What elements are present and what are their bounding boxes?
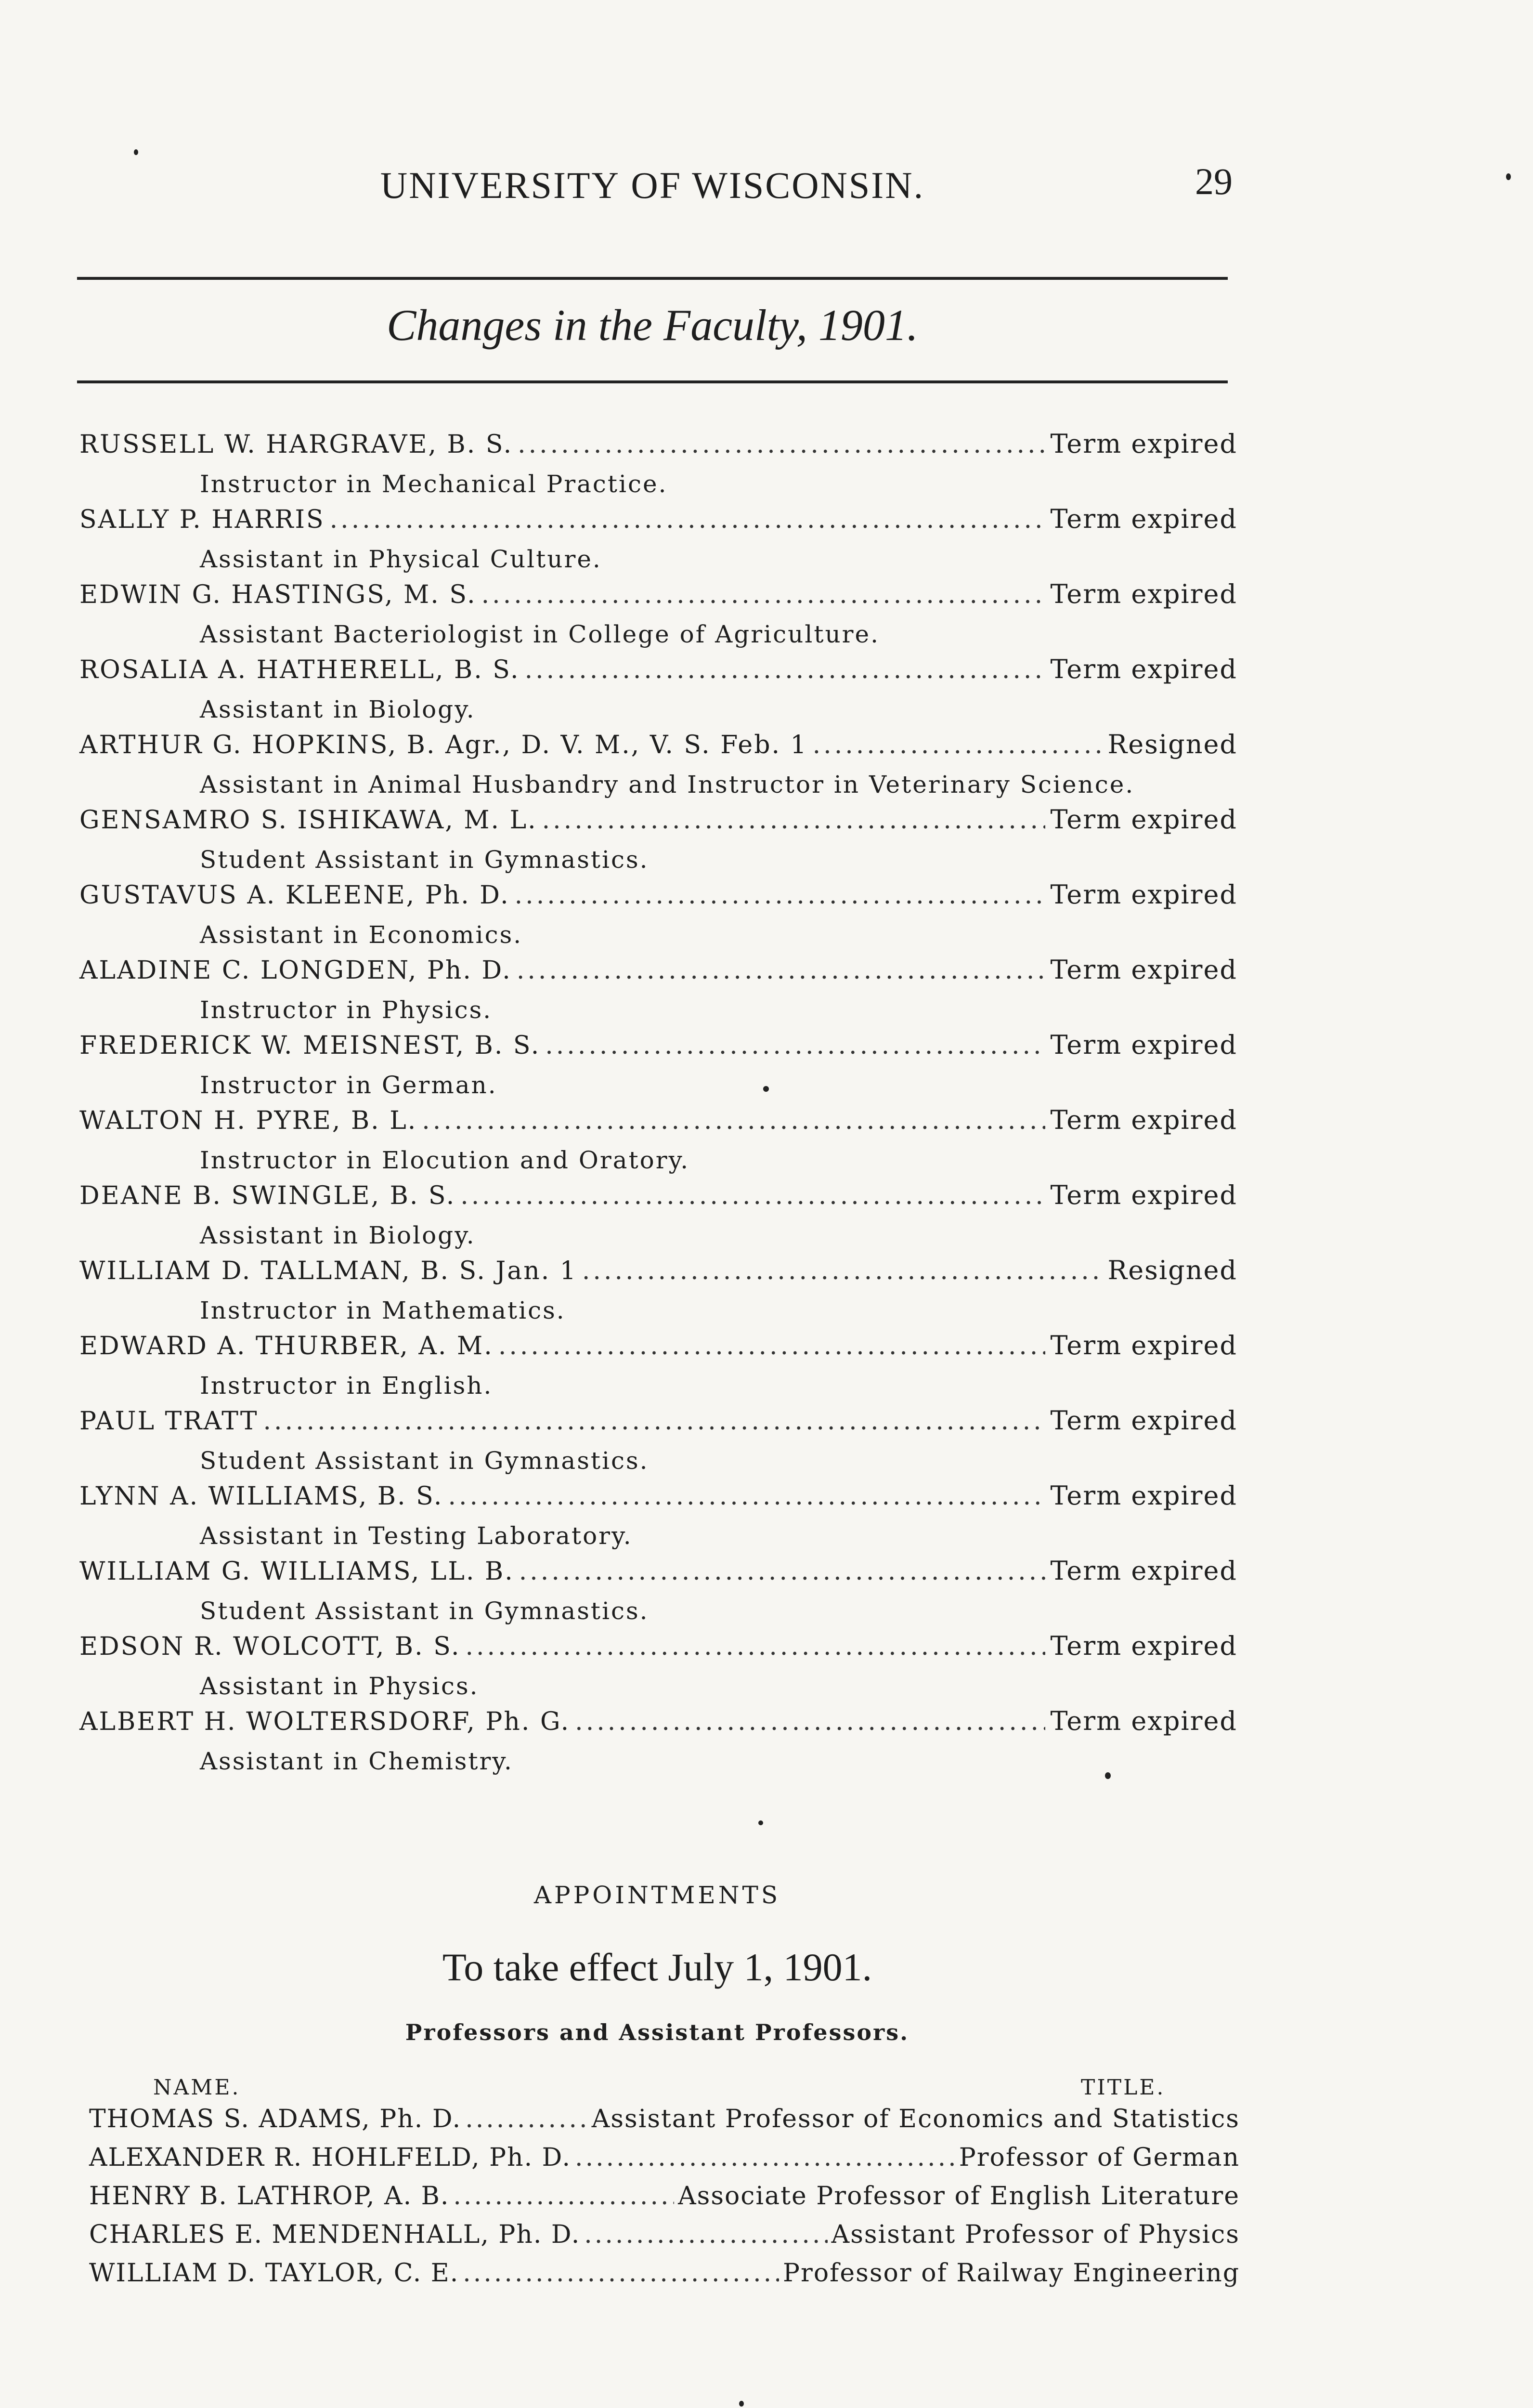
faculty-position: Assistant in Biology. [200,695,476,723]
change-status: Term expired [1050,879,1237,910]
table-row [89,2105,1240,2143]
list-item [79,1180,1237,1255]
column-header-name: NAME. [153,2075,241,2100]
list-item [79,879,1237,955]
faculty-position: Assistant Bacteriologist in College of Agriculture. [200,620,880,648]
appointee-title: Professor of Railway Engineering [782,2259,1240,2288]
list-item [79,654,1237,729]
faculty-name: RUSSELL W. HARGRAVE, B. S. [79,430,513,459]
change-status: Term expired [1050,1631,1237,1661]
faculty-changes-list [79,429,1237,1781]
change-status: Term expired [1050,1105,1237,1135]
change-status: Term expired [1050,1405,1237,1436]
change-status: Term expired [1050,955,1237,985]
change-status: Term expired [1050,654,1237,684]
faculty-name: EDSON R. WOLCOTT, B. S. [79,1632,461,1661]
faculty-name: WILLIAM G. WILLIAMS, LL. B. [79,1557,514,1586]
list-item [79,1255,1237,1330]
dot-leader [465,2105,588,2133]
appointee-title: Professor of German [959,2143,1240,2172]
faculty-position: Assistant in Physics. [200,1672,479,1700]
dot-leader [422,1106,1045,1135]
faculty-position: Instructor in Physics. [200,996,493,1024]
faculty-name: ALADINE C. LONGDEN, Ph. D. [79,956,512,985]
change-status: Term expired [1050,1706,1237,1736]
list-item [79,429,1237,504]
faculty-name: GENSAMRO S. ISHIKAWA, M. L. [79,806,537,835]
faculty-position: Assistant in Chemistry. [200,1747,513,1775]
change-status: Term expired [1050,504,1237,534]
bottom-rule [77,380,1228,383]
appointments-list [89,2105,1240,2297]
print-speck [134,149,138,155]
list-item [79,729,1237,804]
dot-leader [584,2220,827,2249]
dot-leader [525,655,1046,684]
change-status: Term expired [1050,804,1237,835]
change-status: Term expired [1050,429,1237,459]
dot-leader [813,731,1103,759]
faculty-name: ARTHUR G. HOPKINS, B. Agr., D. V. M., V. S. Feb. 1 [79,731,808,759]
faculty-position: Student Assistant in Gymnastics. [200,846,649,874]
appointee-name: HENRY B. LATHROP, A. B. [89,2182,450,2211]
faculty-position: Student Assistant in Gymnastics. [200,1447,649,1475]
faculty-position: Instructor in Mathematics. [200,1296,566,1324]
faculty-name: ROSALIA A. HATHERELL, B. S. [79,655,520,684]
list-item [79,1706,1237,1781]
faculty-name: DEANE B. SWINGLE, B. S. [79,1181,456,1210]
running-title-initial-w: W [692,164,729,206]
effective-date-heading: To take effect July 1, 1901. [442,1945,872,1989]
faculty-position: Instructor in Mechanical Practice. [200,470,668,498]
table-row [89,2220,1240,2259]
list-item [79,1556,1237,1631]
table-row [89,2182,1240,2220]
change-status: Term expired [1050,1330,1237,1361]
appointments-heading: APPOINTMENTS [533,1881,781,1909]
list-item [79,1105,1237,1180]
column-header-title: TITLE. [1081,2075,1166,2100]
dot-leader [519,1557,1046,1586]
running-title-word-of: OF [631,164,682,206]
dot-leader [515,881,1046,910]
dot-leader [582,1256,1103,1285]
change-status: Term expired [1050,1180,1237,1210]
table-row [89,2259,1240,2297]
dot-leader [517,956,1046,985]
list-item [79,1330,1237,1405]
list-item [79,804,1237,879]
page-number: 29 [1195,160,1233,202]
dot-leader [575,1707,1045,1736]
faculty-position: Instructor in English. [200,1372,493,1400]
faculty-name: EDWIN G. HASTINGS, M. S. [79,580,477,609]
print-speck [763,1086,769,1092]
faculty-position: Assistant in Physical Culture. [200,545,602,573]
appointee-name: THOMAS S. ADAMS, Ph. D. [89,2105,462,2133]
faculty-name: GUSTAVUS A. KLEENE, Ph. D. [79,881,510,910]
dot-leader [448,1482,1045,1511]
top-rule [77,277,1228,280]
page-header [77,160,1233,219]
list-item [79,1480,1237,1556]
faculty-position: Assistant in Economics. [200,921,523,949]
dot-leader [575,2143,955,2172]
change-status: Term expired [1050,1556,1237,1586]
appointee-title: Associate Professor of English Literature [678,2182,1240,2211]
dot-leader [498,1332,1046,1361]
faculty-position: Instructor in German. [200,1071,497,1099]
dot-leader [460,1181,1045,1210]
running-title [77,161,1228,209]
list-item [79,1631,1237,1706]
appointee-title: Assistant Professor of Physics [831,2220,1240,2249]
appointee-name: ALEXANDER R. HOHLFELD, Ph. D. [89,2143,572,2172]
list-item [79,955,1237,1030]
dot-leader [481,580,1046,609]
faculty-name: WILLIAM D. TALLMAN, B. S. Jan. 1 [79,1256,577,1285]
dot-leader [542,806,1046,835]
faculty-position: Assistant in Biology. [200,1221,476,1249]
dot-leader [453,2182,674,2211]
faculty-name: SALLY P. HARRIS [79,505,325,534]
faculty-name: ALBERT H. WOLTERSDORF, Ph. G. [79,1707,571,1736]
dot-leader [466,1632,1046,1661]
list-item [79,504,1237,579]
change-status: Resigned [1107,729,1237,759]
faculty-name: FREDERICK W. MEISNEST, B. S. [79,1031,541,1060]
faculty-position: Assistant in Testing Laboratory. [200,1522,633,1550]
list-item [79,1030,1237,1105]
print-speck [758,1820,763,1825]
section-title: Changes in the Faculty, 1901. [387,301,918,350]
dot-leader [330,505,1046,534]
print-speck [1506,173,1511,180]
dot-leader [463,2259,779,2288]
running-title-word-wisconsin: ISCONSIN. [728,164,925,206]
appointee-name: WILLIAM D. TAYLOR, C. E. [89,2259,459,2288]
change-status: Resigned [1107,1255,1237,1285]
print-speck [1105,1772,1111,1779]
faculty-name: EDWARD A. THURBER, A. M. [79,1332,494,1361]
faculty-name: LYNN A. WILLIAMS, B. S. [79,1482,443,1511]
faculty-position: Student Assistant in Gymnastics. [200,1597,649,1625]
faculty-position: Instructor in Elocution and Oratory. [200,1146,690,1174]
change-status: Term expired [1050,1480,1237,1511]
running-title-initial-u: U [380,164,409,206]
dot-leader [263,1407,1046,1436]
change-status: Term expired [1050,1030,1237,1060]
faculty-position: Assistant in Animal Husbandry and Instructor in Veterinary Science. [200,771,1135,798]
print-speck [739,2401,744,2407]
appointee-title: Assistant Professor of Economics and Statistics [591,2105,1240,2133]
category-heading: Professors and Assistant Professors. [405,2019,909,2045]
table-row [89,2143,1240,2182]
change-status: Term expired [1050,579,1237,609]
list-item [79,1405,1237,1480]
faculty-name: PAUL TRATT [79,1407,259,1436]
faculty-name: WALTON H. PYRE, B. L. [79,1106,417,1135]
list-item [79,579,1237,654]
dot-leader [518,430,1045,459]
appointee-name: CHARLES E. MENDENHALL, Ph. D. [89,2220,581,2249]
running-title-word-university: NIVERSITY [409,164,620,206]
dot-leader [545,1031,1045,1060]
